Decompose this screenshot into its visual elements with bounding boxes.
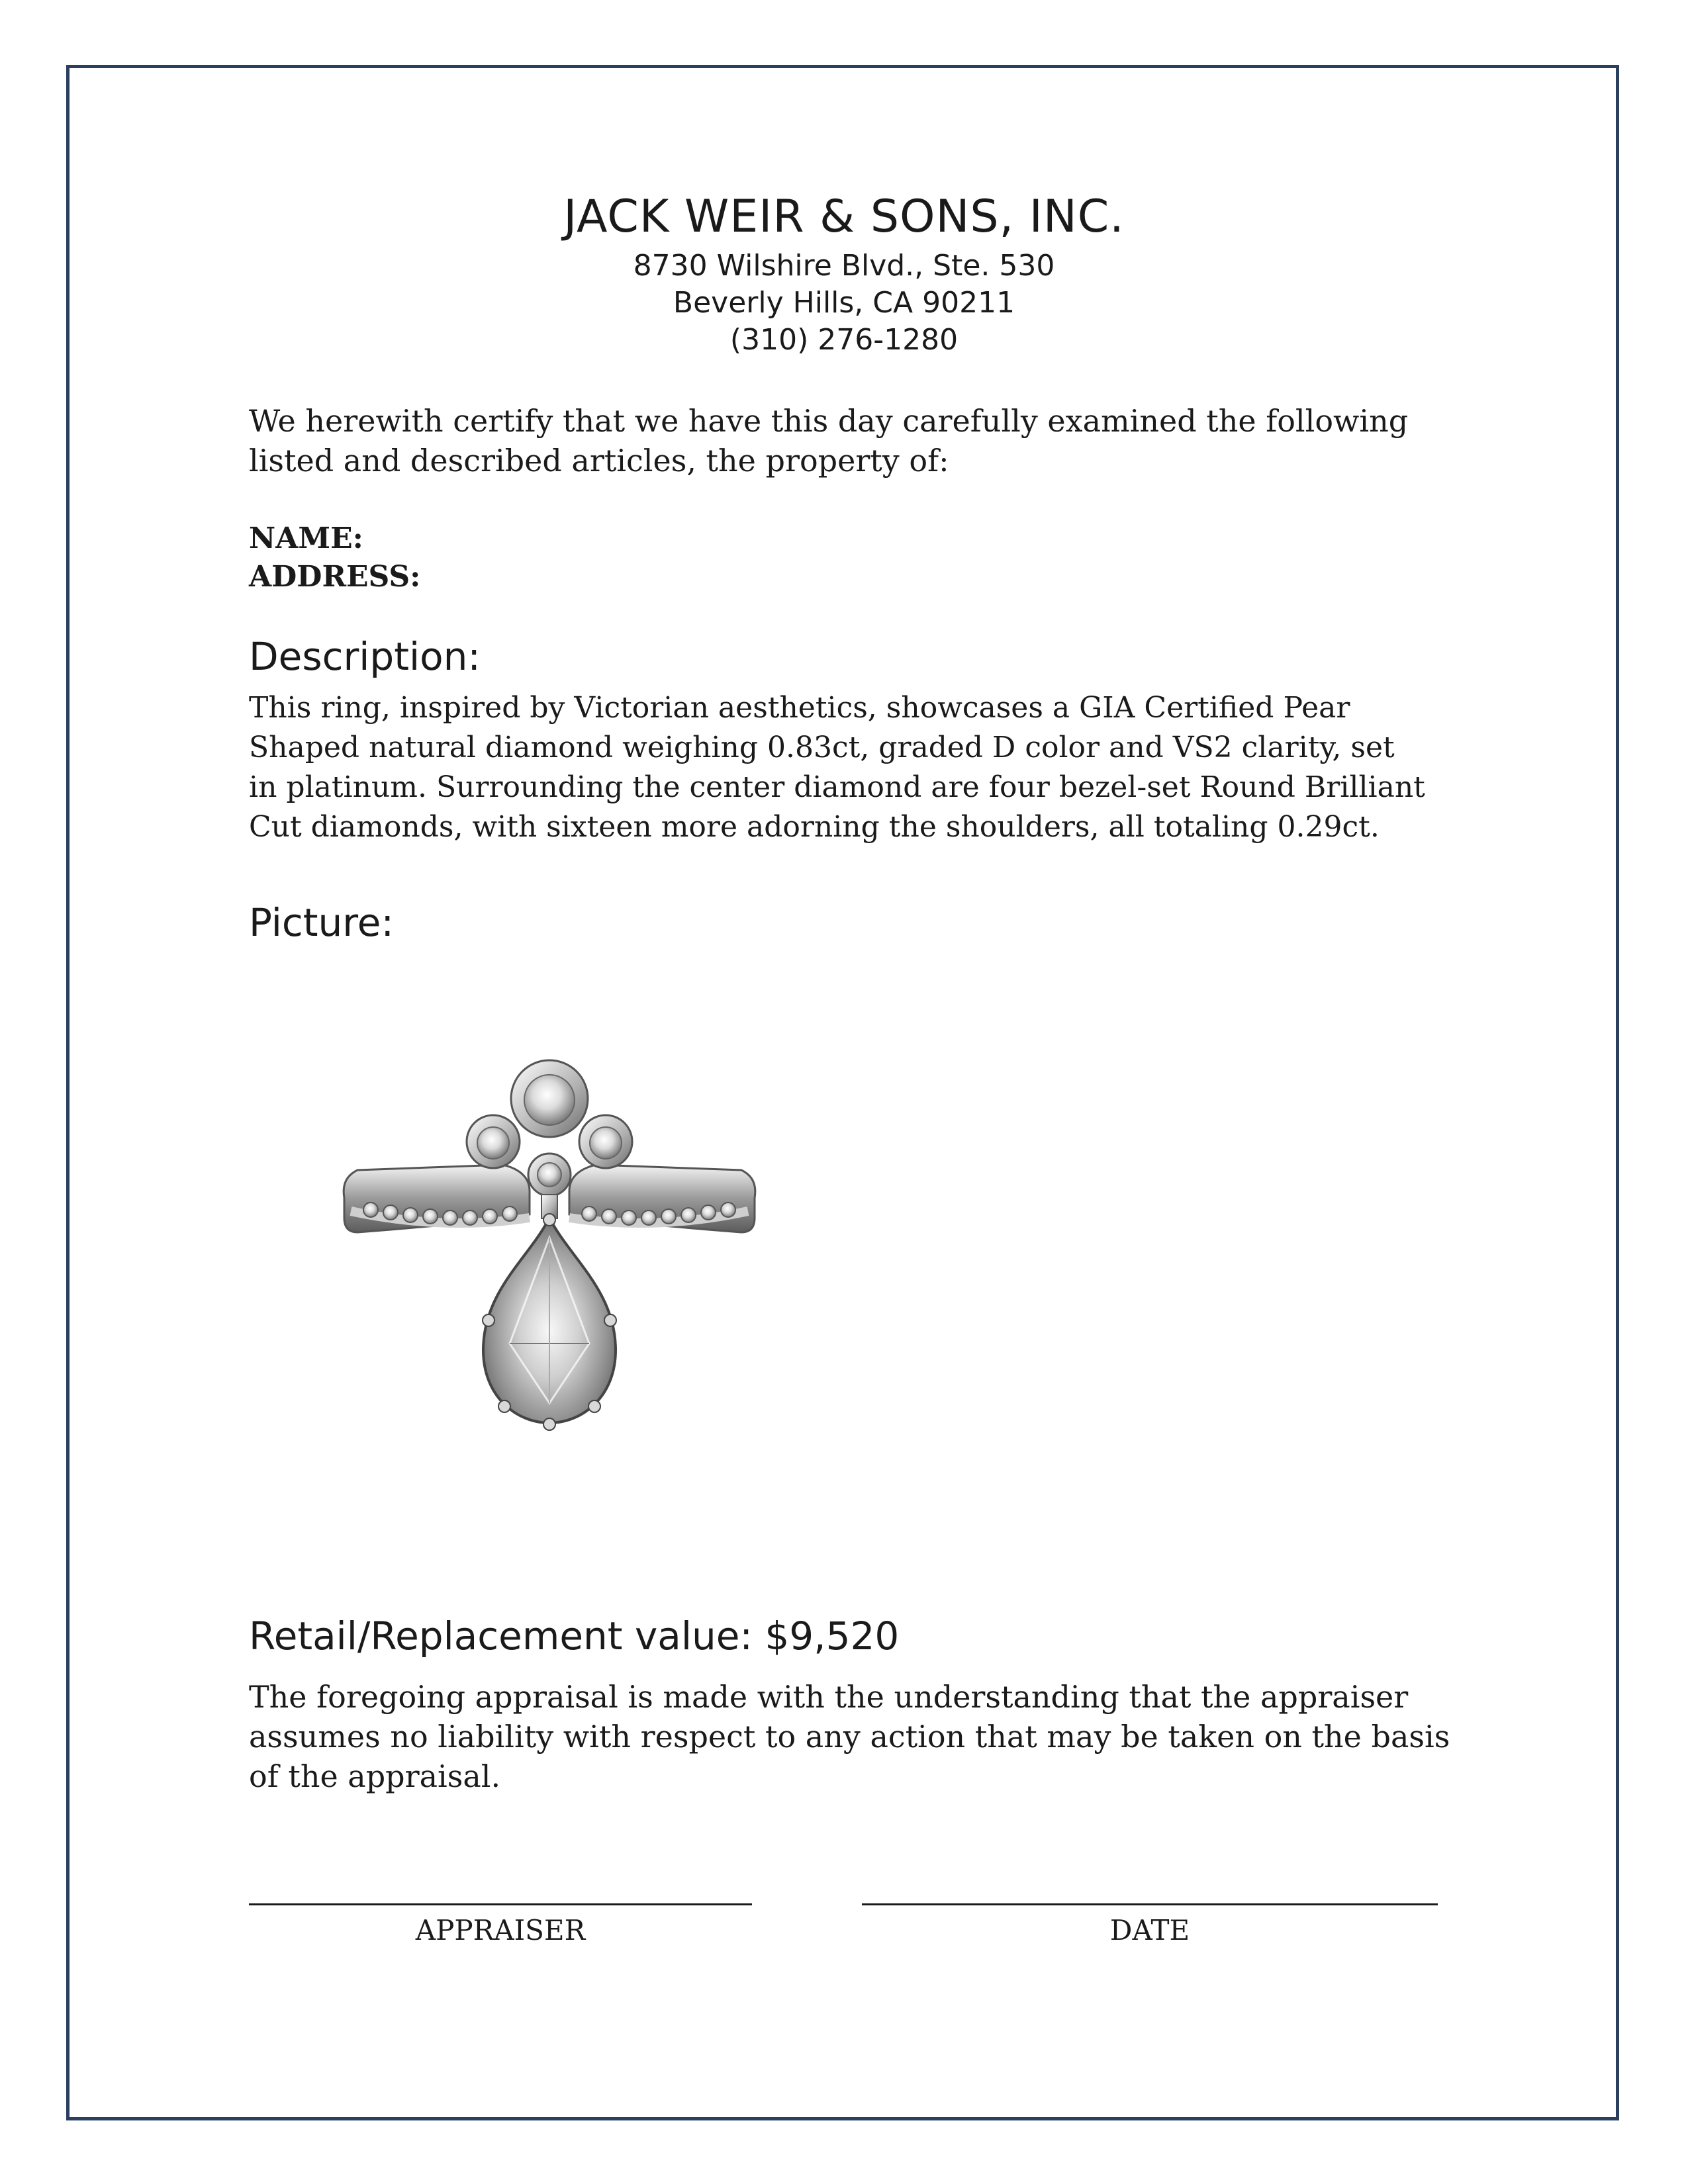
company-name: JACK WEIR & SONS, INC. — [563, 191, 1125, 243]
company-city-state: Beverly Hills, CA 90211 — [673, 286, 1015, 320]
appraiser-signature-line — [249, 1903, 752, 1905]
date-signature-line — [862, 1903, 1438, 1905]
picture-heading: Picture: — [249, 900, 395, 945]
owner-address-label: ADDRESS: — [249, 560, 421, 594]
description-heading: Description: — [249, 634, 481, 679]
date-label: DATE — [1109, 1914, 1190, 1946]
appraiser-label: APPRAISER — [415, 1914, 586, 1946]
company-street-address: 8730 Wilshire Blvd., Ste. 530 — [633, 249, 1055, 283]
ring-photo — [331, 1059, 788, 1463]
disclaimer-text: The foregoing appraisal is made with the understanding that the appraiser assumes no liability with respect to any action that may be taken on the basis of the appraisal. — [249, 1679, 1450, 1794]
document-border — [66, 65, 1619, 2120]
certification-statement: We herewith certify that we have this day carefully examined the following listed and described articles, the property of: — [249, 403, 1409, 478]
owner-name-label: NAME: — [249, 522, 363, 555]
company-phone: (310) 276-1280 — [729, 323, 959, 357]
retail-replacement-value: Retail/Replacement value: $9,520 — [249, 1614, 900, 1659]
description-text: This ring, inspired by Victorian aesthetics, showcases a GIA Certified Pear Shaped natural diamond weighing 0.83ct, graded D color and VS2 clarity, set in platinum. Surrounding the center diamond are four bezel-set Round Brilliant Cut diamonds, with sixteen more adorning the shoulders, all totaling 0.29ct. — [249, 691, 1425, 844]
pear-diamond — [483, 1214, 616, 1430]
